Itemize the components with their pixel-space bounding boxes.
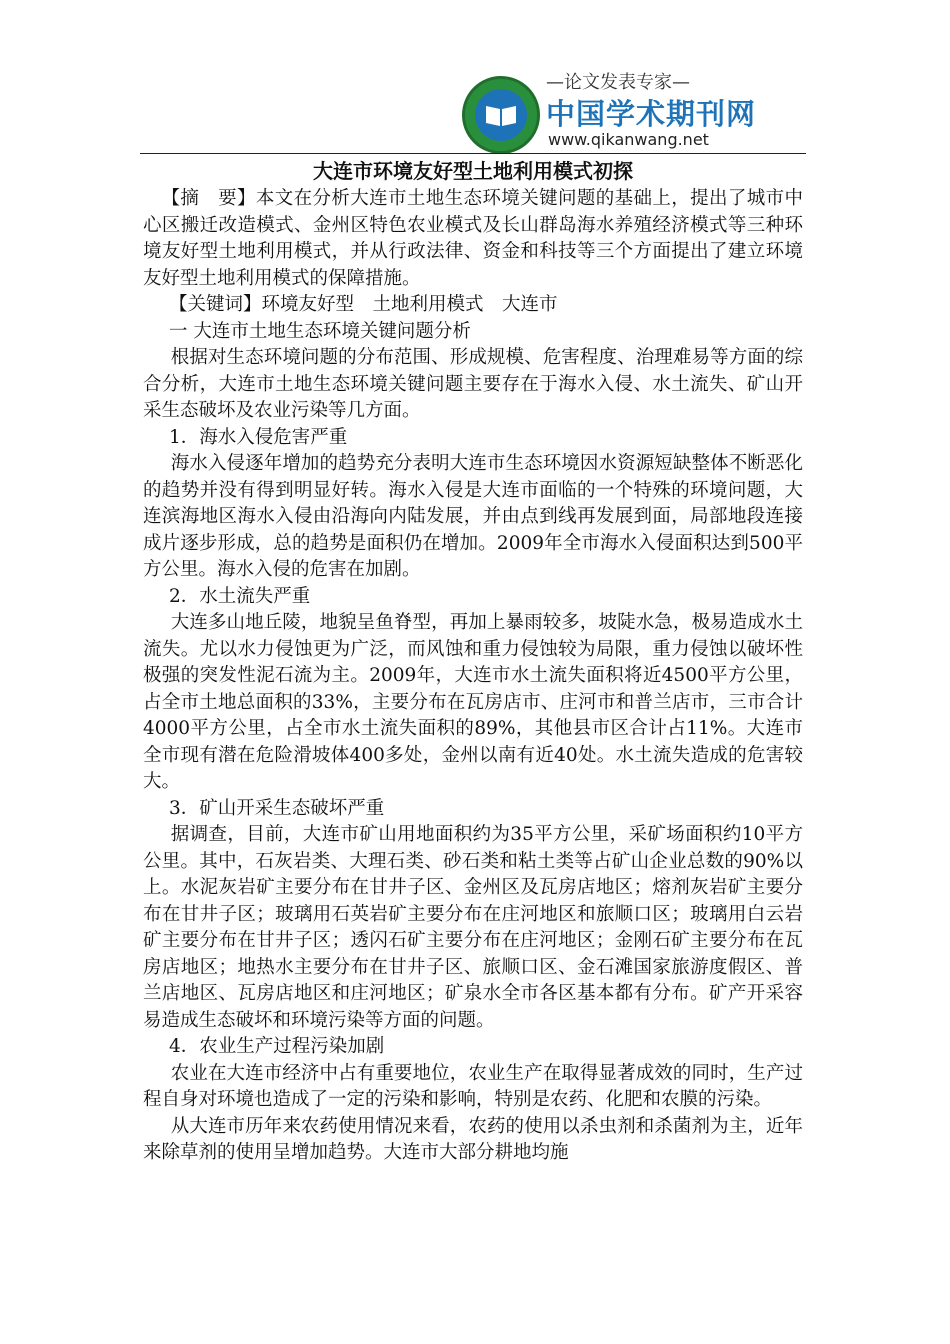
article-title: 大连市环境友好型土地利用模式初探 (313, 159, 633, 183)
article-body (143, 156, 803, 1167)
logo-site-url[interactable]: www.qikanwang.net (548, 130, 709, 149)
logo-emblem (462, 76, 540, 154)
site-logo[interactable] (462, 68, 757, 152)
abstract-paragraph: 【摘 要】本文在分析大连市土地生态环境关键问题的基础上，提出了城市中心区搬迁改造模式、金州区特色农业模式及长山群岛海水养殖经济模式等三种环境友好型土地利用模式，并从行政法律、资金和科技等三个方面提出了建立环境友好型土地利用模式的保障措施。 (143, 188, 803, 289)
subsection-heading: 4．农业生产过程污染加剧 (169, 1036, 385, 1057)
subsection-heading: 3．矿山开采生态破坏严重 (169, 797, 385, 819)
book-icon (475, 89, 527, 141)
body-paragraph: 据调查，目前，大连市矿山用地面积约为35平方公里，采矿场面积约10平方公里。其中，石灰岩类、大理石类、砂石类和粘土类等占矿山企业总数的90%以上。水泥灰岩矿主要分布在甘井子区、金州区及瓦房店地区；熔剂灰岩矿主要分布在甘井子区；玻璃用石英岩矿主要分布在庄河地区和旅顺口区；玻璃用白云岩矿主要分布在甘井子区；透闪石矿主要分布在庄河地区；金刚石矿主要分布在瓦房店地区；地热水主要分布在甘井子区、旅顺口区、金石滩国家旅游度假区、普兰店地区、瓦房店地区和庄河地区；矿泉水全市各区基本都有分布。矿产开采容易造成生态破坏和环境污染等方面的问题。 (143, 824, 803, 1031)
header-divider (140, 153, 806, 154)
body-paragraph: 从大连市历年来农药使用情况来看，农药的使用以杀虫剂和杀菌剂为主，近年来除草剂的使用呈增加趋势。大连市大部分耕地均施 (143, 1115, 803, 1163)
body-paragraph: 农业在大连市经济中占有重要地位，农业生产在取得显著成效的同时，生产过程自身对环境也造成了一定的污染和影响，特别是农药、化肥和农膜的污染。 (143, 1062, 803, 1110)
keywords-line: 【关键词】环境友好型 土地利用模式 大连市 (169, 294, 558, 315)
body-paragraph: 根据对生态环境问题的分布范围、形成规模、危害程度、治理难易等方面的综合分析，大连市土地生态环境关键问题主要存在于海水入侵、水土流失、矿山开采生态破坏及农业污染等几方面。 (143, 347, 803, 421)
logo-tagline: —论文发表专家— (546, 72, 690, 93)
logo-site-name: 中国学术期刊网 (546, 97, 757, 131)
body-paragraph: 海水入侵逐年增加的趋势充分表明大连市生态环境因水资源短缺整体不断恶化的趋势并没有得到明显好转。海水入侵是大连市面临的一个特殊的环境问题，大连滨海地区海水入侵由沿海向内陆发展，并由点到线再发展到面，局部地段连接成片逐步形成，总的趋势是面积仍在增加。2009年全市海水入侵面积达到500平方公里。海水入侵的危害在加剧。 (143, 453, 803, 580)
subsection-heading: 2．水土流失严重 (169, 585, 311, 607)
subsection-heading: 1．海水入侵危害严重 (169, 426, 348, 448)
section-heading: 一 大连市土地生态环境关键问题分析 (169, 320, 471, 342)
body-paragraph: 大连多山地丘陵，地貌呈鱼脊型，再加上暴雨较多，坡陡水急，极易造成水土流失。尤以水力侵蚀更为广泛，而风蚀和重力侵蚀较为局限，重力侵蚀以破坏性极强的突发性泥石流为主。2009年，大连市水土流失面积将近4500平方公里，占全市土地总面积的33%，主要分布在瓦房店市、庄河市和普兰店市，三市合计4000平方公里，占全市水土流失面积的89%，其他县市区合计占11%。大连市全市现有潜在危险滑坡体400多处，金州以南有近40处。水土流失造成的危害较大。 (143, 612, 803, 792)
